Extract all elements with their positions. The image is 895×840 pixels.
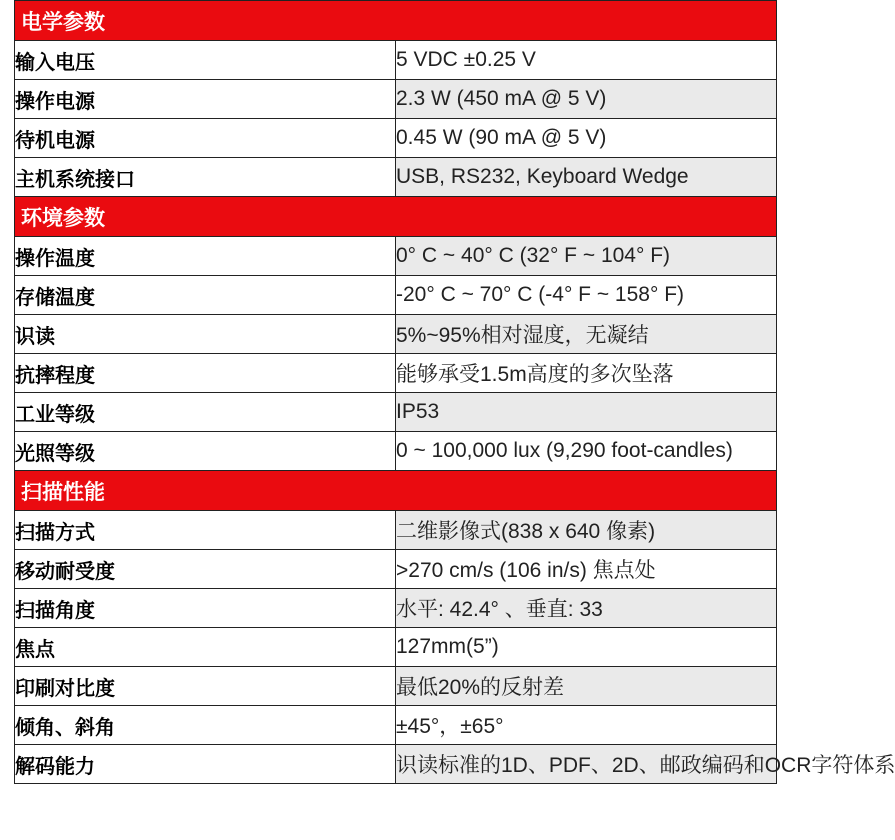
table-row (15, 393, 777, 432)
row-value: 识读标准的1D、PDF、2D、邮政编码和OCR字符体系 (396, 745, 777, 784)
row-label: 焦点 (15, 628, 396, 667)
table-row (15, 237, 777, 276)
row-value: 最低20%的反射差 (396, 667, 777, 706)
table-row (15, 119, 777, 158)
row-label: 工业等级 (15, 393, 396, 432)
row-value: 2.3 W (450 mA @ 5 V) (396, 80, 777, 119)
row-value: 5 VDC ±0.25 V (396, 41, 777, 80)
table-row (15, 589, 777, 628)
row-label: 输入电压 (15, 41, 396, 80)
table-row (15, 745, 777, 784)
row-label: 抗摔程度 (15, 354, 396, 393)
row-value: 能够承受1.5m高度的多次坠落 (396, 354, 777, 393)
row-value: IP53 (396, 393, 777, 432)
row-label: 识读 (15, 315, 396, 354)
table-row (15, 315, 777, 354)
row-label: 存储温度 (15, 276, 396, 315)
table-row (15, 432, 777, 471)
row-value: >270 cm/s (106 in/s) 焦点处 (396, 550, 777, 589)
section-header-electrical (15, 1, 777, 41)
row-value: 二维影像式(838 x 640 像素) (396, 511, 777, 550)
table-row (15, 706, 777, 745)
section-title: 环境参数 (15, 197, 777, 237)
row-label: 解码能力 (15, 745, 396, 784)
row-label: 移动耐受度 (15, 550, 396, 589)
table-row (15, 354, 777, 393)
section-title: 扫描性能 (15, 471, 777, 511)
row-value: USB, RS232, Keyboard Wedge (396, 158, 777, 197)
table-row (15, 550, 777, 589)
row-label: 扫描角度 (15, 589, 396, 628)
row-label: 主机系统接口 (15, 158, 396, 197)
table-row (15, 80, 777, 119)
table-row (15, 158, 777, 197)
row-value: -20° C ~ 70° C (-4° F ~ 158° F) (396, 276, 777, 315)
row-label: 扫描方式 (15, 511, 396, 550)
row-value: 0.45 W (90 mA @ 5 V) (396, 119, 777, 158)
table-row (15, 667, 777, 706)
section-title: 电学参数 (15, 1, 777, 41)
row-value: 0° C ~ 40° C (32° F ~ 104° F) (396, 237, 777, 276)
table-row (15, 276, 777, 315)
section-header-scanning (15, 471, 777, 511)
spec-table (14, 0, 895, 784)
row-value: 5%~95%相对湿度，无凝结 (396, 315, 777, 354)
row-label: 操作温度 (15, 237, 396, 276)
row-value: ±45°，±65° (396, 706, 777, 745)
table-row (15, 628, 777, 667)
row-label: 待机电源 (15, 119, 396, 158)
table-row (15, 41, 777, 80)
spec-table-body (15, 1, 895, 784)
row-value: 0 ~ 100,000 lux (9,290 foot-candles) (396, 432, 777, 471)
row-label: 操作电源 (15, 80, 396, 119)
row-label: 光照等级 (15, 432, 396, 471)
table-row (15, 511, 777, 550)
row-label: 倾角、斜角 (15, 706, 396, 745)
section-header-environment (15, 197, 777, 237)
row-value: 水平: 42.4° 、垂直: 33 (396, 589, 777, 628)
row-value: 127mm(5”) (396, 628, 777, 667)
row-label: 印刷对比度 (15, 667, 396, 706)
